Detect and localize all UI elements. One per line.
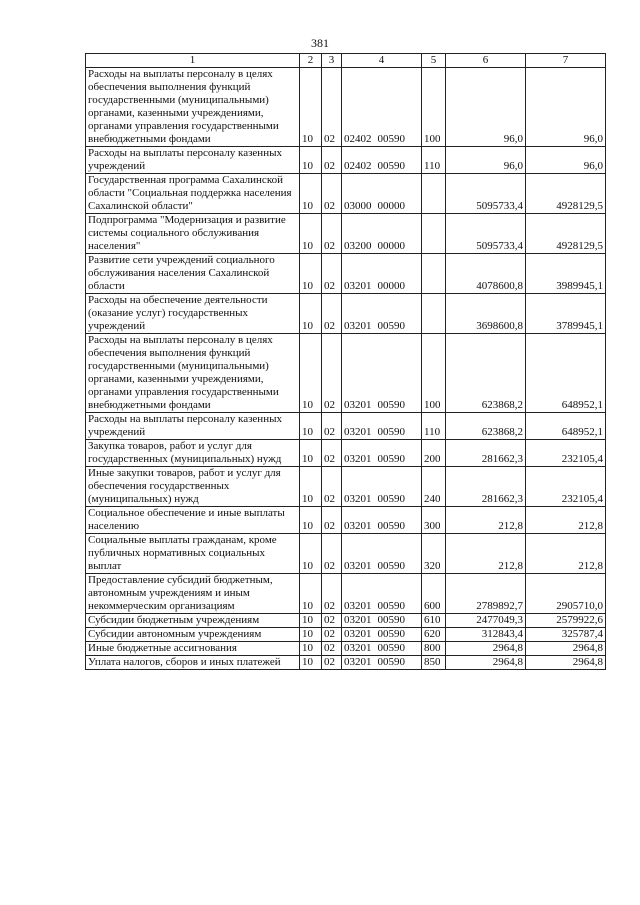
column-header: 7	[526, 54, 606, 68]
expense-name-cell: Уплата налогов, сборов и иных платежей	[86, 656, 300, 670]
target-article-cell	[342, 334, 422, 413]
target-article-cell	[342, 413, 422, 440]
target-article-program: 03201	[344, 399, 372, 411]
expense-name-cell: Государственная программа Сахалинской области "Социальная поддержка населения Сахалинской области"	[86, 174, 300, 214]
amount-year1-cell: 212,8	[446, 534, 526, 574]
target-article-program: 03201	[344, 656, 372, 668]
expense-type-cell: 100	[422, 334, 446, 413]
amount-year2-cell: 3789945,1	[526, 294, 606, 334]
table-row	[86, 574, 606, 614]
subsection-code-cell: 02	[322, 467, 342, 507]
target-article-cell	[342, 294, 422, 334]
expense-type-cell: 850	[422, 656, 446, 670]
table-row	[86, 628, 606, 642]
section-code-cell: 10	[300, 507, 322, 534]
subsection-code-cell: 02	[322, 68, 342, 147]
section-code-cell: 10	[300, 214, 322, 254]
column-header: 1	[86, 54, 300, 68]
subsection-code-cell: 02	[322, 254, 342, 294]
amount-year2-cell: 232105,4	[526, 440, 606, 467]
amount-year1-cell: 312843,4	[446, 628, 526, 642]
section-code-cell: 10	[300, 174, 322, 214]
target-article-cell	[342, 254, 422, 294]
amount-year1-cell: 96,0	[446, 147, 526, 174]
column-header: 2	[300, 54, 322, 68]
expense-name-cell: Расходы на выплаты персоналу казенных учреждений	[86, 413, 300, 440]
target-article-direction: 00590	[377, 560, 405, 572]
target-article-cell	[342, 534, 422, 574]
target-article-program: 02402	[344, 133, 372, 145]
amount-year1-cell: 3698600,8	[446, 294, 526, 334]
amount-year2-cell: 2964,8	[526, 656, 606, 670]
amount-year1-cell: 212,8	[446, 507, 526, 534]
subsection-code-cell: 02	[322, 294, 342, 334]
expense-name-cell: Субсидии автономным учреждениям	[86, 628, 300, 642]
target-article-direction: 00590	[377, 320, 405, 332]
target-article-program: 03201	[344, 426, 372, 438]
target-article-program: 03201	[344, 280, 372, 292]
target-article-direction: 00590	[377, 656, 405, 668]
target-article-cell	[342, 467, 422, 507]
table-row	[86, 294, 606, 334]
amount-year2-cell: 212,8	[526, 507, 606, 534]
section-code-cell: 10	[300, 147, 322, 174]
target-article-program: 03201	[344, 614, 372, 626]
amount-year1-cell: 4078600,8	[446, 254, 526, 294]
table-row	[86, 147, 606, 174]
target-article-direction: 00590	[377, 426, 405, 438]
amount-year1-cell: 2789892,7	[446, 574, 526, 614]
amount-year2-cell: 2964,8	[526, 642, 606, 656]
expense-name-cell: Иные бюджетные ассигнования	[86, 642, 300, 656]
target-article-direction: 00590	[377, 520, 405, 532]
target-article-program: 03201	[344, 628, 372, 640]
column-header: 6	[446, 54, 526, 68]
budget-table	[85, 53, 606, 670]
expense-type-cell: 110	[422, 147, 446, 174]
amount-year2-cell: 4928129,5	[526, 214, 606, 254]
amount-year2-cell: 96,0	[526, 68, 606, 147]
expense-name-cell: Предоставление субсидий бюджетным, автономным учреждениям и иным некоммерческим организациям	[86, 574, 300, 614]
target-article-cell	[342, 642, 422, 656]
target-article-direction: 00590	[377, 453, 405, 465]
target-article-direction: 00590	[377, 160, 405, 172]
table-row	[86, 174, 606, 214]
target-article-direction: 00000	[377, 240, 405, 252]
subsection-code-cell: 02	[322, 642, 342, 656]
expense-name-cell: Социальные выплаты гражданам, кроме публичных нормативных социальных выплат	[86, 534, 300, 574]
amount-year2-cell: 212,8	[526, 534, 606, 574]
target-article-cell	[342, 614, 422, 628]
section-code-cell: 10	[300, 467, 322, 507]
table-row	[86, 656, 606, 670]
expense-name-cell: Социальное обеспечение и иные выплаты населению	[86, 507, 300, 534]
target-article-program: 03000	[344, 200, 372, 212]
expense-name-cell: Расходы на обеспечение деятельности (оказание услуг) государственных учреждений	[86, 294, 300, 334]
table-row	[86, 534, 606, 574]
expense-name-cell: Подпрограмма "Модернизация и развитие системы социального обслуживания населения"	[86, 214, 300, 254]
amount-year2-cell: 2905710,0	[526, 574, 606, 614]
target-article-direction: 00590	[377, 399, 405, 411]
subsection-code-cell: 02	[322, 214, 342, 254]
expense-type-cell: 110	[422, 413, 446, 440]
section-code-cell: 10	[300, 413, 322, 440]
amount-year2-cell: 648952,1	[526, 334, 606, 413]
target-article-cell	[342, 574, 422, 614]
target-article-direction: 00000	[377, 200, 405, 212]
table-body	[86, 68, 606, 670]
table-row	[86, 413, 606, 440]
expense-name-cell: Закупка товаров, работ и услуг для государственных (муниципальных) нужд	[86, 440, 300, 467]
expense-type-cell: 620	[422, 628, 446, 642]
table-row	[86, 507, 606, 534]
expense-type-cell: 100	[422, 68, 446, 147]
amount-year1-cell: 96,0	[446, 68, 526, 147]
section-code-cell: 10	[300, 574, 322, 614]
amount-year2-cell: 232105,4	[526, 467, 606, 507]
subsection-code-cell: 02	[322, 656, 342, 670]
target-article-program: 03201	[344, 560, 372, 572]
amount-year2-cell: 3989945,1	[526, 254, 606, 294]
amount-year1-cell: 2964,8	[446, 642, 526, 656]
target-article-cell	[342, 214, 422, 254]
expense-type-cell: 240	[422, 467, 446, 507]
target-article-cell	[342, 174, 422, 214]
target-article-program: 03201	[344, 520, 372, 532]
section-code-cell: 10	[300, 628, 322, 642]
expense-name-cell: Субсидии бюджетным учреждениям	[86, 614, 300, 628]
amount-year2-cell: 96,0	[526, 147, 606, 174]
amount-year2-cell: 2579922,6	[526, 614, 606, 628]
target-article-program: 03201	[344, 642, 372, 654]
amount-year1-cell: 5095733,4	[446, 214, 526, 254]
amount-year2-cell: 325787,4	[526, 628, 606, 642]
target-article-cell	[342, 68, 422, 147]
subsection-code-cell: 02	[322, 413, 342, 440]
target-article-program: 03201	[344, 600, 372, 612]
target-article-program: 03201	[344, 320, 372, 332]
table-row	[86, 467, 606, 507]
amount-year1-cell: 2477049,3	[446, 614, 526, 628]
target-article-cell	[342, 440, 422, 467]
target-article-program: 03201	[344, 493, 372, 505]
target-article-direction: 00590	[377, 614, 405, 626]
target-article-direction: 00590	[377, 493, 405, 505]
section-code-cell: 10	[300, 294, 322, 334]
expense-type-cell	[422, 214, 446, 254]
section-code-cell: 10	[300, 68, 322, 147]
target-article-direction: 00590	[377, 600, 405, 612]
subsection-code-cell: 02	[322, 334, 342, 413]
target-article-direction: 00590	[377, 642, 405, 654]
subsection-code-cell: 02	[322, 507, 342, 534]
section-code-cell: 10	[300, 334, 322, 413]
section-code-cell: 10	[300, 534, 322, 574]
section-code-cell: 10	[300, 614, 322, 628]
column-header: 3	[322, 54, 342, 68]
table-row	[86, 68, 606, 147]
expense-type-cell	[422, 174, 446, 214]
expense-type-cell: 200	[422, 440, 446, 467]
table-row	[86, 214, 606, 254]
expense-name-cell: Расходы на выплаты персоналу казенных учреждений	[86, 147, 300, 174]
subsection-code-cell: 02	[322, 174, 342, 214]
subsection-code-cell: 02	[322, 628, 342, 642]
subsection-code-cell: 02	[322, 614, 342, 628]
amount-year1-cell: 2964,8	[446, 656, 526, 670]
amount-year1-cell: 5095733,4	[446, 174, 526, 214]
amount-year1-cell: 281662,3	[446, 467, 526, 507]
column-header: 4	[342, 54, 422, 68]
expense-type-cell: 320	[422, 534, 446, 574]
target-article-cell	[342, 147, 422, 174]
expense-type-cell: 610	[422, 614, 446, 628]
section-code-cell: 10	[300, 440, 322, 467]
expense-type-cell: 800	[422, 642, 446, 656]
column-header: 5	[422, 54, 446, 68]
section-code-cell: 10	[300, 656, 322, 670]
table-row	[86, 614, 606, 628]
expense-name-cell: Расходы на выплаты персоналу в целях обеспечения выполнения функций государственными (муниципальными) органами, казенными учреждениями, органами управления государственными внебюджетными фондами	[86, 68, 300, 147]
target-article-direction: 00000	[377, 280, 405, 292]
page-number: 381	[311, 36, 329, 50]
table-row	[86, 642, 606, 656]
expense-type-cell: 600	[422, 574, 446, 614]
amount-year2-cell: 4928129,5	[526, 174, 606, 214]
subsection-code-cell: 02	[322, 534, 342, 574]
amount-year2-cell: 648952,1	[526, 413, 606, 440]
expense-name-cell: Иные закупки товаров, работ и услуг для обеспечения государственных (муниципальных) нужд	[86, 467, 300, 507]
target-article-program: 03201	[344, 453, 372, 465]
target-article-cell	[342, 656, 422, 670]
expense-type-cell: 300	[422, 507, 446, 534]
table-row	[86, 440, 606, 467]
section-code-cell: 10	[300, 642, 322, 656]
subsection-code-cell: 02	[322, 147, 342, 174]
target-article-direction: 00590	[377, 628, 405, 640]
column-header-row	[86, 54, 606, 68]
target-article-cell	[342, 628, 422, 642]
section-code-cell: 10	[300, 254, 322, 294]
target-article-direction: 00590	[377, 133, 405, 145]
expense-name-cell: Расходы на выплаты персоналу в целях обеспечения выполнения функций государственными (муниципальными) органами, казенными учреждениями, органами управления государственными внебюджетными фондами	[86, 334, 300, 413]
expense-name-cell: Развитие сети учреждений социального обслуживания населения Сахалинской области	[86, 254, 300, 294]
target-article-cell	[342, 507, 422, 534]
amount-year1-cell: 281662,3	[446, 440, 526, 467]
table-row	[86, 334, 606, 413]
subsection-code-cell: 02	[322, 440, 342, 467]
target-article-program: 03200	[344, 240, 372, 252]
target-article-program: 02402	[344, 160, 372, 172]
subsection-code-cell: 02	[322, 574, 342, 614]
table-row	[86, 254, 606, 294]
expense-type-cell	[422, 294, 446, 334]
expense-type-cell	[422, 254, 446, 294]
amount-year1-cell: 623868,2	[446, 413, 526, 440]
amount-year1-cell: 623868,2	[446, 334, 526, 413]
